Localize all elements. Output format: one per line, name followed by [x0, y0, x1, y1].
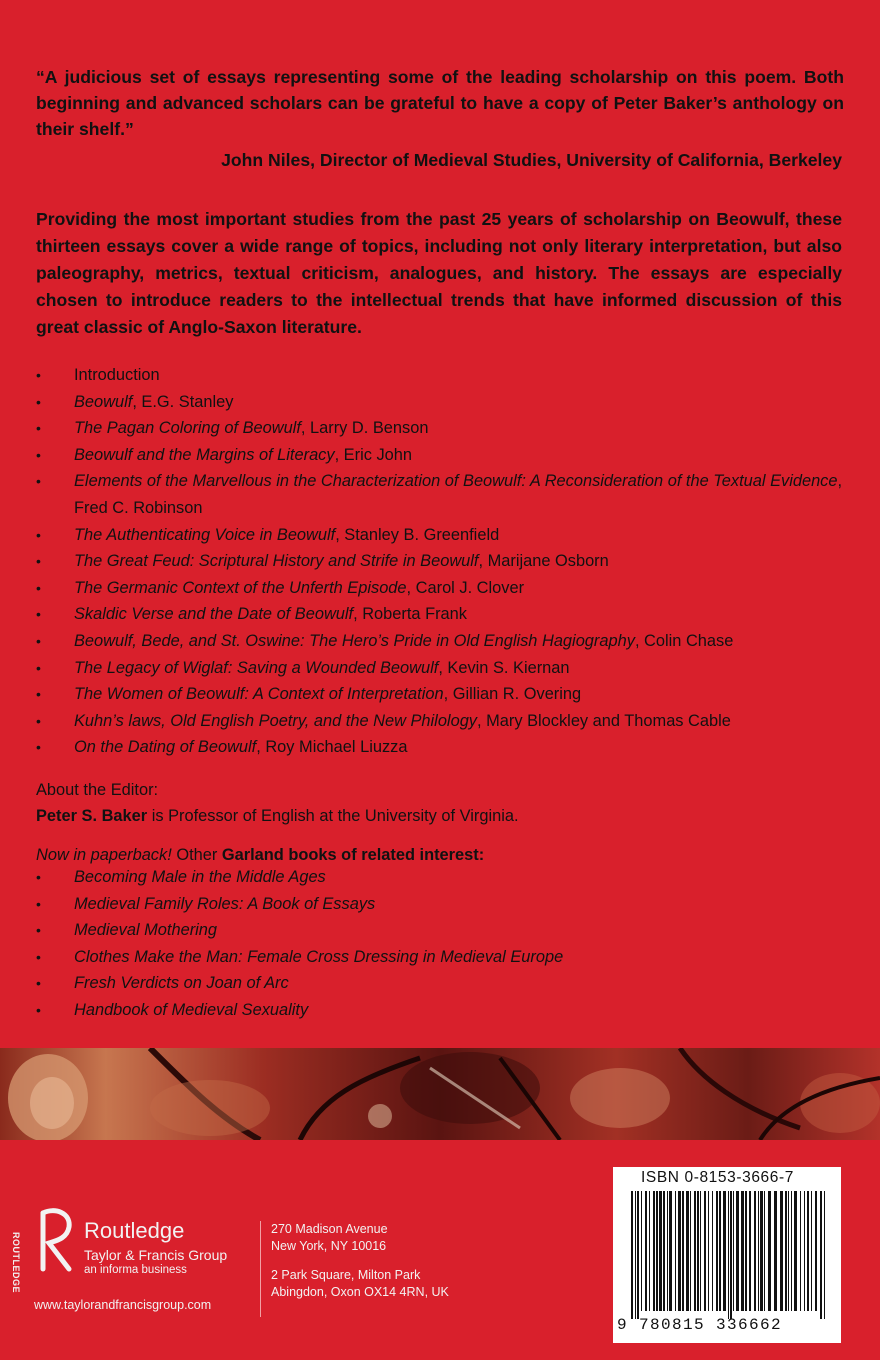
contents-item [36, 442, 848, 469]
bullet-icon: • [36, 712, 41, 729]
barcode-bar [741, 1191, 744, 1311]
publisher-divider [260, 1221, 261, 1317]
barcode-bar [686, 1191, 689, 1311]
bullet-icon: • [36, 869, 41, 885]
bullet-icon: • [36, 895, 41, 912]
essay-author: , E.G. Stanley [132, 392, 234, 411]
barcode-bar [794, 1191, 797, 1311]
barcode-bar [820, 1191, 822, 1319]
contents-item [36, 708, 848, 735]
essay-author: , Mary Blockley and Thomas Cable [477, 711, 731, 730]
barcode-bar [716, 1191, 718, 1311]
endorsement-quote: “A judicious set of essays representing some of the leading scholarship on this poem. Both beginning and advanced scholars can be grateful to have a copy of Peter Baker’s anthology on their shelf.” [36, 67, 844, 139]
barcode-bar [700, 1191, 701, 1311]
related-book-item [36, 970, 848, 997]
barcode-bar [733, 1191, 734, 1311]
barcode-bar [675, 1191, 676, 1311]
contents-item [36, 389, 848, 416]
essay-title: Beowulf and the Margins of Literacy [74, 445, 335, 464]
contents-item [36, 734, 848, 761]
about-editor-heading: About the Editor: [36, 781, 159, 799]
editor-name: Peter S. Baker [36, 807, 148, 825]
related-book-title: Handbook of Medieval Sexuality [74, 1000, 309, 1019]
contents-item [36, 415, 848, 442]
barcode-bar [631, 1191, 633, 1319]
essay-title: The Women of Beowulf: A Context of Interpretation [74, 685, 444, 704]
barcode-bar [723, 1191, 726, 1311]
barcode-bar [719, 1191, 721, 1311]
essay-author: , Gillian R. Overing [443, 685, 582, 704]
barcode-bar [780, 1191, 783, 1311]
publisher-url[interactable]: www.taylorandfrancisgroup.com [34, 1298, 212, 1312]
related-connector: Other [171, 846, 222, 864]
publisher-tagline: an informa business [84, 1264, 187, 1276]
barcode-bar [824, 1191, 825, 1319]
barcode-bar [690, 1191, 691, 1311]
bullet-icon: • [36, 553, 41, 570]
related-book-title: Medieval Family Roles: A Book of Essays [74, 894, 376, 913]
isbn-label: ISBN 0-8153-3666-7 [641, 1169, 794, 1186]
barcode-bar [736, 1191, 739, 1311]
essay-author: , Roy Michael Liuzza [256, 738, 408, 757]
related-book-item [36, 864, 848, 891]
essay-author: , Fred C. Robinson [74, 472, 843, 517]
barcode-bar [758, 1191, 759, 1311]
bullet-icon: • [36, 922, 41, 939]
barcode-bar [815, 1191, 817, 1311]
essay-title: Skaldic Verse and the Date of Beowulf [74, 605, 354, 624]
essay-title: The Germanic Context of the Unferth Episode [74, 578, 407, 597]
contents-item [36, 575, 848, 602]
address-uk-line2: Abingdon, Oxon OX14 4RN, UK [271, 1285, 449, 1299]
barcode-bar [774, 1191, 777, 1311]
essay-title: The Great Feud: Scriptural History and Strife in Beowulf [74, 552, 479, 571]
barcode-bar [637, 1191, 639, 1319]
essay-author: , Kevin S. Kiernan [438, 658, 570, 677]
related-book-item [36, 891, 848, 918]
barcode-bar [653, 1191, 655, 1311]
bullet-icon: • [36, 526, 41, 543]
paperback-note: Now in paperback! [36, 846, 172, 864]
barcode-bar [669, 1191, 672, 1311]
contents-item [36, 522, 848, 549]
barcode-bar [649, 1191, 650, 1311]
related-book-title: Clothes Make the Man: Female Cross Dressing in Medieval Europe [74, 947, 564, 966]
related-books-list [36, 864, 848, 1024]
essay-title: The Legacy of Wiglaf: Saving a Wounded Beowulf [74, 658, 439, 677]
contents-item [36, 681, 848, 708]
contents-list [36, 362, 848, 761]
essay-author: , Marijane Osborn [478, 552, 609, 571]
barcode-digits: 9 780815 336662 [617, 1316, 783, 1334]
contents-item [36, 362, 848, 389]
barcode-bar [694, 1191, 696, 1311]
bullet-icon: • [36, 446, 41, 463]
bullet-icon: • [36, 659, 41, 676]
related-book-item [36, 997, 848, 1024]
related-book-item [36, 944, 848, 971]
essay-title: On the Dating of Beowulf [74, 738, 257, 757]
essay-title: The Authenticating Voice in Beowulf [74, 525, 336, 544]
barcode-bar [659, 1191, 662, 1311]
barcode-bar [682, 1191, 684, 1311]
address-uk-line1: 2 Park Square, Milton Park [271, 1268, 421, 1282]
routledge-vertical-label: ROUTLEDGE [11, 1232, 21, 1294]
essay-author: , Roberta Frank [353, 605, 467, 624]
essay-title: Beowulf, Bede, and St. Oswine: The Hero’s Pride in Old English Hagiography [74, 631, 635, 650]
barcode-bar [704, 1191, 706, 1311]
related-title: Garland books of related interest: [221, 846, 485, 864]
barcode-bar [708, 1191, 709, 1311]
barcode-bar [800, 1191, 801, 1311]
barcode-bar [663, 1191, 665, 1311]
essay-author: , Larry D. Benson [300, 419, 429, 438]
bullet-icon: • [36, 579, 41, 596]
essay-title: Beowulf [74, 392, 133, 411]
barcode-bar [645, 1191, 647, 1311]
cover-artwork-strip [0, 1048, 880, 1140]
barcode-bar [804, 1191, 805, 1311]
barcode-bar [697, 1191, 699, 1311]
essay-title: The Pagan Coloring of Beowulf [74, 419, 301, 438]
barcode-bar [807, 1191, 809, 1311]
barcode-bar [678, 1191, 681, 1311]
essay-title: Elements of the Marvellous in the Characterization of Beowulf: A Reconsideration of the Textual Evidence [74, 472, 838, 491]
related-book-item [36, 917, 848, 944]
bullet-icon: • [36, 606, 41, 623]
publisher-group: Taylor & Francis Group [84, 1247, 228, 1263]
book-description: Providing the most important studies from the past 25 years of scholarship on Beowulf, these thirteen essays cover a wide range of topics, including not only literary interpretation, but also paleography, metrics, textual criticism, analogues, and history. The essays are especially chosen to introduce readers to the intellectual trends that have informed discussion of this great classic of Anglo-Saxon literature. [36, 209, 842, 337]
barcode-bar [730, 1191, 732, 1319]
related-book-title: Medieval Mothering [74, 921, 218, 940]
contents-item [36, 601, 848, 628]
bullet-icon: • [36, 739, 41, 756]
address-us-line2: New York, NY 10016 [271, 1239, 387, 1253]
artwork-image [0, 1048, 880, 1140]
essay-author: , Stanley B. Greenfield [335, 525, 500, 544]
bullet-icon: • [36, 975, 41, 992]
contents-item [36, 468, 848, 521]
barcode-bar [768, 1191, 771, 1311]
barcode-bar [754, 1191, 756, 1311]
barcode-bar [656, 1191, 658, 1311]
barcode-bar [791, 1191, 792, 1311]
essay-author: , Colin Chase [634, 631, 734, 650]
contents-item [36, 628, 848, 655]
barcode-bar [728, 1191, 729, 1319]
contents-item [36, 655, 848, 682]
bullet-icon: • [36, 1001, 41, 1018]
contents-item [36, 548, 848, 575]
essay-title: Kuhn’s laws, Old English Poetry, and the New Philology [74, 711, 478, 730]
bullet-icon: • [36, 686, 41, 703]
editor-bio: is Professor of English at the University of Virginia. [147, 807, 519, 825]
barcode-bar [788, 1191, 789, 1311]
endorsement-attribution: John Niles, Director of Medieval Studies, University of California, Berkeley [221, 150, 842, 170]
barcode-bar [641, 1191, 642, 1311]
barcode-bar [635, 1191, 636, 1319]
bullet-icon: • [36, 367, 41, 383]
address-us-line1: 270 Madison Avenue [271, 1222, 388, 1236]
bullet-icon: • [36, 948, 41, 965]
barcode-bar [749, 1191, 751, 1311]
barcode-bar [764, 1191, 765, 1311]
barcode-bar [760, 1191, 763, 1311]
bullet-icon: • [36, 632, 41, 649]
related-book-title: Becoming Male in the Middle Ages [74, 868, 326, 886]
related-book-title: Fresh Verdicts on Joan of Arc [74, 974, 289, 993]
barcode-bar [745, 1191, 747, 1311]
barcode-bar [667, 1191, 668, 1311]
routledge-logo-icon [25, 1205, 75, 1275]
publisher-name: Routledge [84, 1218, 185, 1243]
essay-author: Introduction [74, 366, 160, 384]
barcode-bar [811, 1191, 812, 1311]
bullet-icon: • [36, 473, 41, 490]
bullet-icon: • [36, 393, 41, 410]
barcode-bar [785, 1191, 787, 1311]
essay-author: , Eric John [334, 445, 413, 464]
about-editor-text [36, 803, 519, 829]
barcode-bar [712, 1191, 713, 1311]
bullet-icon: • [36, 420, 41, 437]
essay-author: , Carol J. Clover [406, 578, 525, 597]
barcode-panel [613, 1167, 841, 1343]
